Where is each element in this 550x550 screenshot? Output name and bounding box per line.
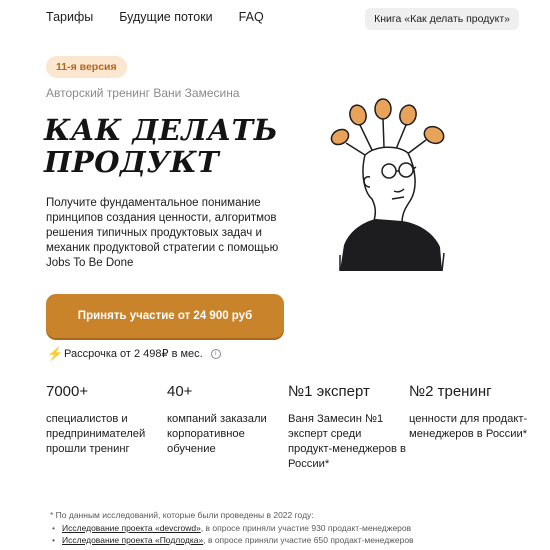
join-button[interactable]: Принять участие от 24 900 руб xyxy=(46,294,284,338)
stat-item xyxy=(46,383,167,472)
footnote-rest: , в опросе приняли участие 650 продакт-менеджеров xyxy=(203,535,414,545)
stat-item xyxy=(167,383,288,472)
stat-item xyxy=(288,383,409,472)
footnote xyxy=(50,510,414,545)
title-line-2: ПРОДУКТ xyxy=(44,145,220,179)
stat-text: специалистов и предпринимателей прошли тренинг xyxy=(46,413,146,455)
footnote-item xyxy=(50,523,414,533)
installment-info xyxy=(47,346,221,361)
stat-text: Ваня Замесин №1 эксперт среди продукт-менеджеров в России* xyxy=(288,413,406,470)
version-badge: 11-я версия xyxy=(46,56,127,78)
stats-row xyxy=(46,383,530,472)
podlodka-link[interactable]: Исследование проекта «Подлодка» xyxy=(62,535,204,545)
nav-item-future-streams[interactable]: Будущие потоки xyxy=(119,10,213,24)
hero-description: Получите фундаментальное понимание принципов создания ценности, алгоритмов решения типичных продуктовых задач и механик продуктовой стратегии с помощью Jobs To Be Done xyxy=(46,197,279,269)
stat-text: компаний заказали корпоративное обучение xyxy=(167,413,267,455)
stat-item xyxy=(409,383,530,472)
devcrowd-link[interactable]: Исследование проекта «devcrowd» xyxy=(62,523,201,533)
stat-value: 40+ xyxy=(167,383,193,400)
lightning-icon: ⚡ xyxy=(47,346,64,361)
installment-text: Рассрочка от 2 498₽ в мес. xyxy=(64,348,203,360)
nav-item-tariffs[interactable]: Тарифы xyxy=(46,10,94,24)
title-line-1: КАК ДЕЛАТЬ xyxy=(44,113,279,147)
hero-subtitle: Авторский тренинг Вани Замесина xyxy=(46,86,240,100)
author-illustration xyxy=(310,95,480,275)
info-icon[interactable]: i xyxy=(211,349,221,359)
nav-item-faq[interactable]: FAQ xyxy=(238,10,264,24)
stat-value: 7000+ xyxy=(46,383,89,400)
stat-value: №1 эксперт xyxy=(288,383,370,400)
page-title xyxy=(44,114,278,178)
book-button[interactable]: Книга «Как делать продукт» xyxy=(365,8,519,30)
stat-value: №2 тренинг xyxy=(409,383,492,400)
footnote-item xyxy=(50,535,414,545)
footnote-intro: * По данным исследований, которые были проведены в 2022 году: xyxy=(50,510,314,520)
footnote-list xyxy=(50,523,414,545)
stat-text: ценности для продакт-менеджеров в России* xyxy=(409,413,528,440)
footnote-rest: , в опросе приняли участие 930 продакт-менеджеров xyxy=(200,523,412,533)
top-nav xyxy=(46,10,264,24)
